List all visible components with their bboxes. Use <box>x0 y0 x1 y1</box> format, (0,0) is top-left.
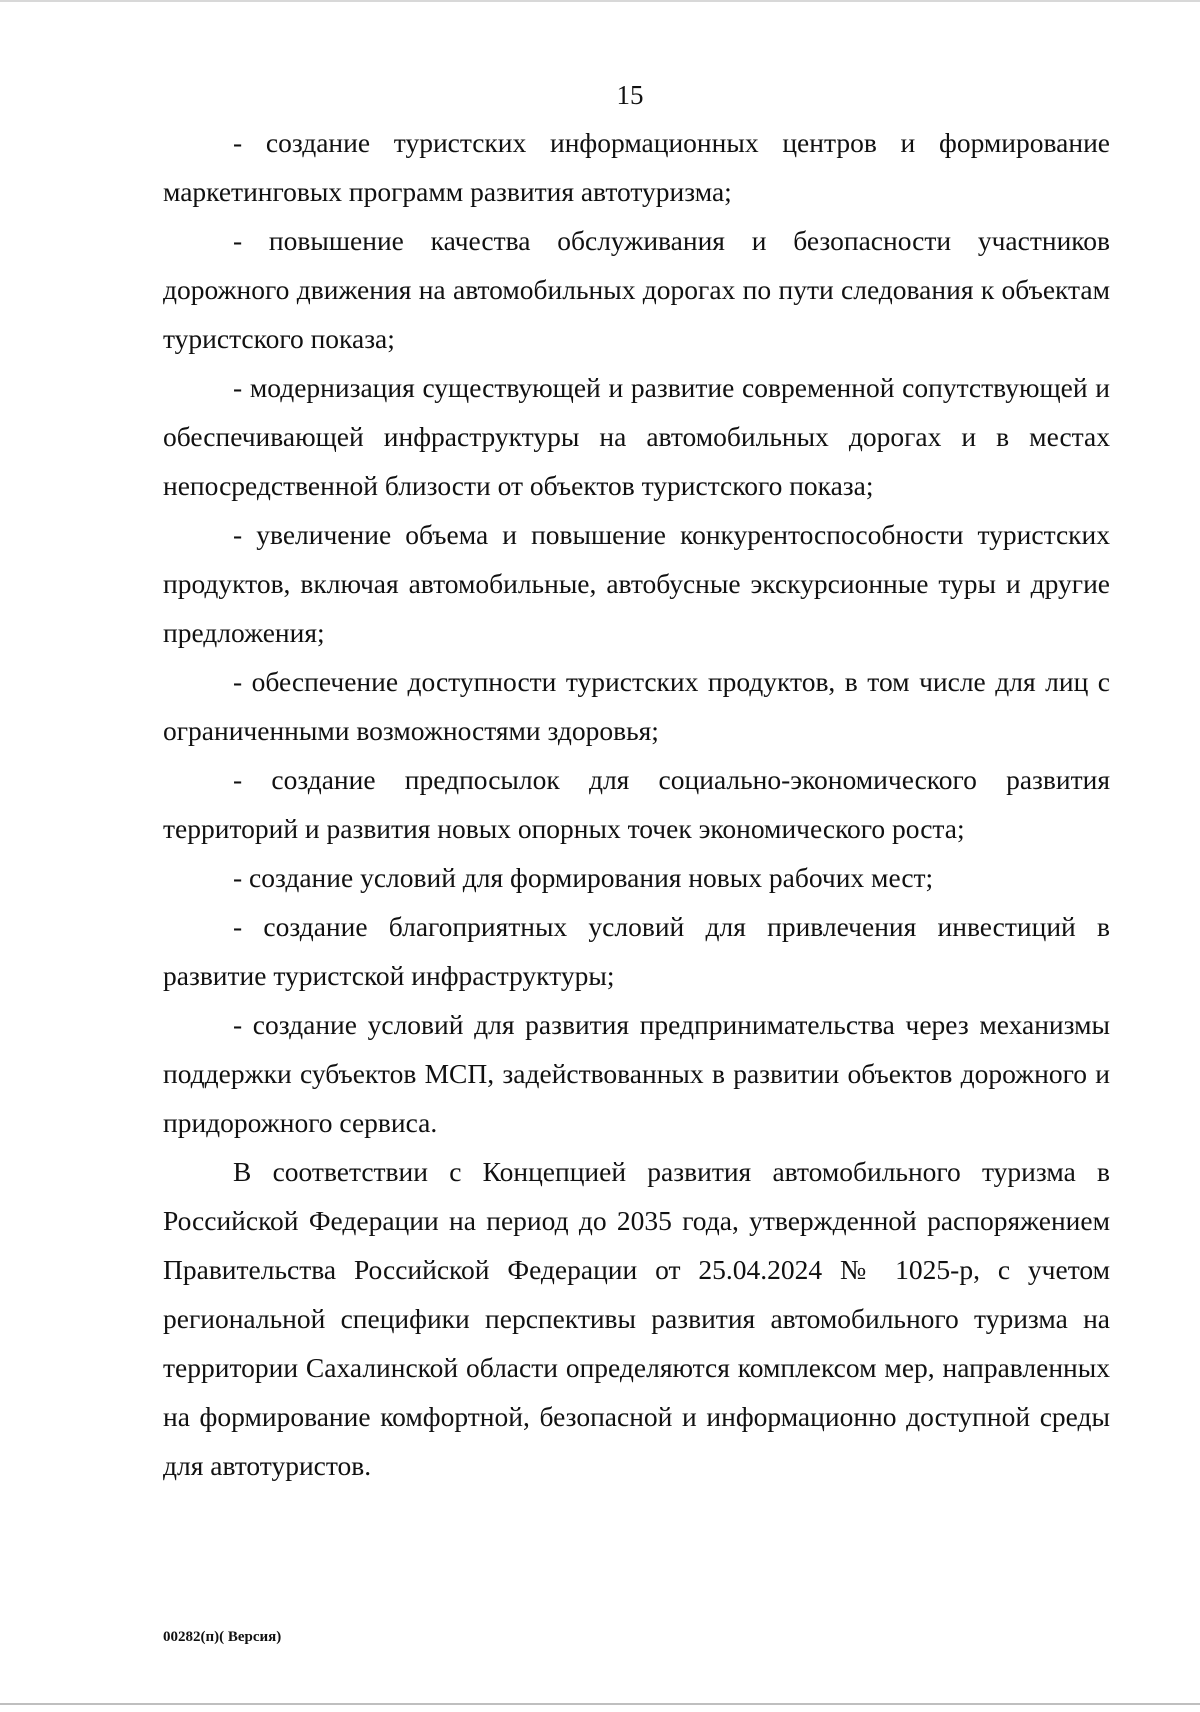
list-item: - создание туристских информационных центров и формирование маркетинговых программ развития автотуризма; <box>163 127 1110 207</box>
document-body <box>163 118 1110 1490</box>
footer-code: 00282(п)( Версия) <box>163 1629 282 1645</box>
list-item: - увеличение объема и повышение конкурентоспособности туристских продуктов, включая автомобильные, автобусные экскурсионные туры и другие предложения; <box>163 519 1110 648</box>
list-item: - обеспечение доступности туристских продуктов, в том числе для лиц с ограниченными возможностями здоровья; <box>163 666 1110 746</box>
list-item: - повышение качества обслуживания и безопасности участников дорожного движения на автомобильных дорогах по пути следования к объектам туристского показа; <box>163 225 1110 354</box>
page-number: 15 <box>616 80 644 110</box>
concept-paragraph: В соответствии с Концепцией развития автомобильного туризма в Российской Федерации на период до 2035 года, утвержденной распоряжением Правительства Российской Федерации от 25.04.2024 № 1025-р, с учетом региональной специфики перспективы развития автомобильного туризма на территории Сахалинской области определяются комплексом мер, направленных на формирование комфортной, безопасной и информационно доступной среды для автотуристов. <box>163 1156 1110 1481</box>
list-item: - модернизация существующей и развитие современной сопутствующей и обеспечивающей инфраструктуры на автомобильных дорогах и в местах непосредственной близости от объектов туристского показа; <box>163 372 1110 501</box>
scan-edge-bottom <box>0 1703 1200 1705</box>
list-item: - создание условий для формирования новых рабочих мест; <box>233 862 934 893</box>
list-item: - создание благоприятных условий для привлечения инвестиций в развитие туристской инфраструктуры; <box>163 911 1110 991</box>
scan-edge-top <box>0 0 1200 2</box>
list-item: - создание условий для развития предпринимательства через механизмы поддержки субъектов МСП, задействованных в развитии объектов дорожного и придорожного сервиса. <box>163 1009 1110 1138</box>
list-item: - создание предпосылок для социально-экономического развития территорий и развития новых опорных точек экономического роста; <box>163 764 1110 844</box>
